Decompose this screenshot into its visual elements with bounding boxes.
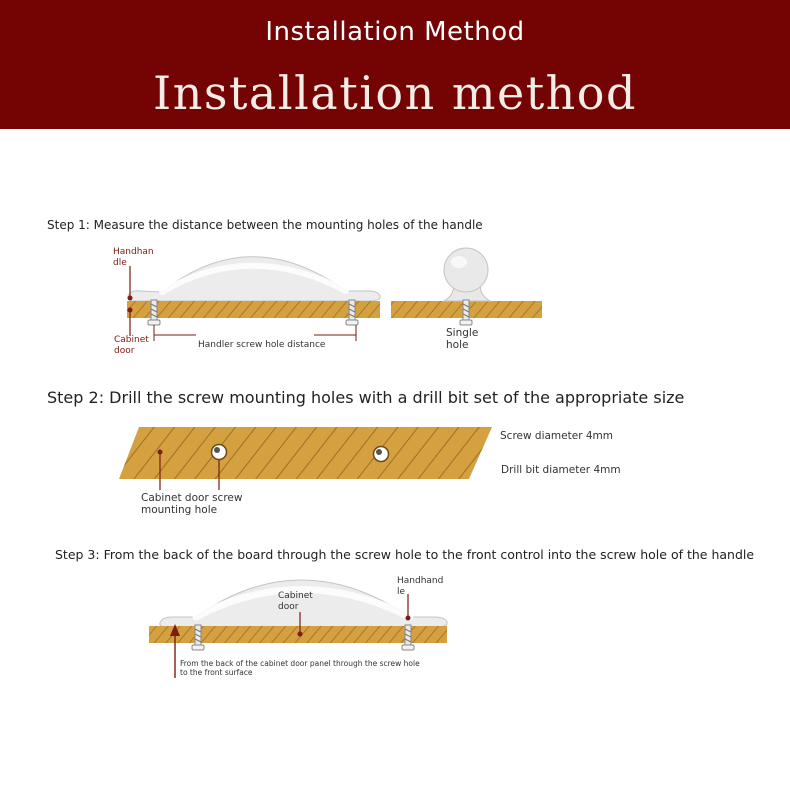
screw-diameter-label: Screw diameter 4mm bbox=[500, 430, 613, 442]
drill-bit-diameter-label: Drill bit diameter 4mm bbox=[501, 464, 621, 476]
drilled-board bbox=[119, 427, 492, 479]
page-title: Installation Method bbox=[265, 17, 525, 47]
cabinet-door-board bbox=[127, 301, 380, 318]
page-subtitle: Installation method bbox=[153, 66, 637, 120]
screw-distance-label: Handler screw hole distance bbox=[198, 340, 326, 350]
step1-text: Step 1: Measure the distance between the mounting holes of the handle bbox=[47, 218, 483, 232]
cabinet-door-label: Cabinet door bbox=[114, 335, 149, 356]
back-panel-note: From the back of the cabinet door panel through the screw hole to the front surface bbox=[180, 659, 420, 677]
single-hole-label: Single hole bbox=[446, 327, 479, 351]
cabinet-door-label-step3: Cabinet door bbox=[278, 591, 313, 612]
handle-label: Handhan dle bbox=[113, 247, 154, 268]
step1-handle-diagram bbox=[127, 257, 380, 341]
step3-text: Step 3: From the back of the board through the screw hole to the front control into the screw hole of the handle bbox=[55, 547, 755, 562]
handle-label-step3: Handhand le bbox=[397, 576, 444, 597]
mounting-hole-label: Cabinet door screw mounting hole bbox=[141, 492, 243, 516]
step1-knob-diagram bbox=[391, 248, 542, 325]
step2-text: Step 2: Drill the screw mounting holes with a drill bit set of the appropriate size bbox=[47, 388, 685, 407]
step2-drill-diagram bbox=[119, 427, 492, 490]
knob-shape bbox=[444, 248, 488, 292]
